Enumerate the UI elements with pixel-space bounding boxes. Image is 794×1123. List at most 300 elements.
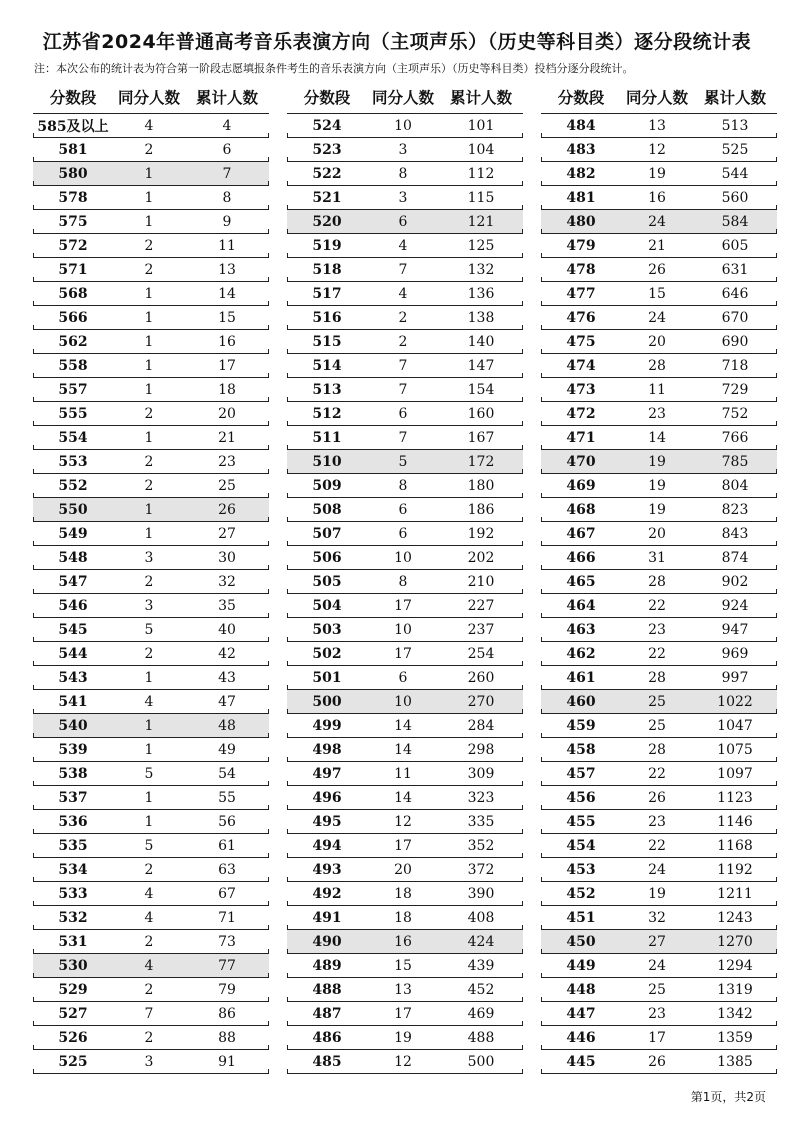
cumulative-cell: 125 xyxy=(467,237,495,254)
same-count-cell: 4 xyxy=(144,117,154,134)
table-row xyxy=(287,402,523,426)
same-count-cell: 7 xyxy=(398,429,408,446)
cumulative-cell: 424 xyxy=(467,933,495,950)
table-rows xyxy=(287,114,523,1074)
same-count-cell: 11 xyxy=(648,381,666,398)
score-cell: 575 xyxy=(58,213,88,230)
same-count-cell: 6 xyxy=(398,669,408,686)
same-count-cell: 7 xyxy=(398,357,408,374)
same-count-cell: 19 xyxy=(394,1029,412,1046)
table-row xyxy=(541,570,777,594)
score-cell: 539 xyxy=(58,741,88,758)
same-count-cell: 10 xyxy=(394,693,412,710)
score-cell: 446 xyxy=(566,1029,596,1046)
same-count-cell: 24 xyxy=(648,213,666,230)
same-count-cell: 2 xyxy=(144,261,154,278)
table-row xyxy=(33,450,269,474)
score-cell: 479 xyxy=(566,237,596,254)
score-cell: 512 xyxy=(312,405,342,422)
same-count-cell: 23 xyxy=(648,405,666,422)
same-count-cell: 1 xyxy=(144,189,154,206)
same-count-cell: 6 xyxy=(398,525,408,542)
same-count-cell: 24 xyxy=(648,861,666,878)
same-count-cell: 28 xyxy=(648,669,666,686)
same-count-cell: 20 xyxy=(648,333,666,350)
cumulative-cell: 785 xyxy=(721,453,749,470)
score-cell: 534 xyxy=(58,861,88,878)
score-cell: 449 xyxy=(566,957,596,974)
same-count-cell: 17 xyxy=(394,837,412,854)
same-count-cell: 1 xyxy=(144,717,154,734)
page-title: 江苏省2024年普通高考音乐表演方向（主项声乐）（历史等科目类）逐分段统计表 xyxy=(42,31,752,53)
table-row xyxy=(287,570,523,594)
cumulative-cell: 40 xyxy=(218,621,236,638)
cumulative-cell: 86 xyxy=(218,1005,236,1022)
cumulative-cell: 439 xyxy=(467,957,495,974)
same-count-cell: 13 xyxy=(394,981,412,998)
table-row xyxy=(33,546,269,570)
cumulative-cell: 408 xyxy=(467,909,495,926)
cumulative-cell: 1192 xyxy=(717,861,753,878)
cumulative-cell: 1146 xyxy=(717,813,753,830)
table-row xyxy=(541,978,777,1002)
cumulative-cell: 804 xyxy=(721,477,749,494)
table-row xyxy=(33,906,269,930)
cumulative-cell: 298 xyxy=(467,741,495,758)
cumulative-cell: 172 xyxy=(467,453,495,470)
cumulative-cell: 48 xyxy=(218,717,236,734)
same-count-cell: 15 xyxy=(394,957,412,974)
table-row xyxy=(287,258,523,282)
table-row xyxy=(33,570,269,594)
table-row xyxy=(541,1002,777,1026)
same-count-cell: 31 xyxy=(648,549,666,566)
cumulative-cell: 1359 xyxy=(717,1029,753,1046)
same-count-cell: 3 xyxy=(398,189,408,206)
table-row xyxy=(33,522,269,546)
score-cell: 476 xyxy=(566,309,596,326)
cumulative-cell: 1022 xyxy=(717,693,753,710)
cumulative-cell: 77 xyxy=(218,957,236,974)
score-cell: 531 xyxy=(58,933,88,950)
same-count-cell: 22 xyxy=(648,597,666,614)
score-cell: 517 xyxy=(312,285,342,302)
header-score: 分数段 xyxy=(557,88,605,107)
table-row xyxy=(287,762,523,786)
score-cell: 492 xyxy=(312,885,342,902)
table-row xyxy=(287,714,523,738)
same-count-cell: 13 xyxy=(648,117,666,134)
score-cell: 453 xyxy=(566,861,596,878)
same-count-cell: 6 xyxy=(398,213,408,230)
score-cell: 529 xyxy=(58,981,88,998)
cumulative-cell: 823 xyxy=(721,501,749,518)
score-cell: 549 xyxy=(58,525,88,542)
cumulative-cell: 902 xyxy=(721,573,749,590)
cumulative-cell: 147 xyxy=(467,357,495,374)
same-count-cell: 3 xyxy=(144,597,154,614)
same-count-cell: 1 xyxy=(144,333,154,350)
same-count-cell: 5 xyxy=(144,837,154,854)
cumulative-cell: 15 xyxy=(218,309,236,326)
score-cell: 521 xyxy=(312,189,342,206)
table-row xyxy=(287,162,523,186)
score-cell: 465 xyxy=(566,573,596,590)
table-row xyxy=(287,642,523,666)
table-note: 注：本次公布的统计表为符合第一阶段志愿填报条件考生的音乐表演方向（主项声乐）（历史等科目类）投档分逐分段统计。 xyxy=(34,62,634,75)
same-count-cell: 32 xyxy=(648,909,666,926)
score-cell: 538 xyxy=(58,765,88,782)
score-cell: 566 xyxy=(58,309,88,326)
cumulative-cell: 452 xyxy=(467,981,495,998)
score-table-column-3 xyxy=(541,80,777,1074)
score-cell: 445 xyxy=(566,1053,596,1070)
cumulative-cell: 154 xyxy=(467,381,495,398)
table-row xyxy=(33,354,269,378)
cumulative-cell: 254 xyxy=(467,645,495,662)
table-row xyxy=(541,762,777,786)
cumulative-cell: 138 xyxy=(467,309,495,326)
cumulative-cell: 1294 xyxy=(717,957,753,974)
cumulative-cell: 167 xyxy=(467,429,495,446)
score-cell: 497 xyxy=(312,765,342,782)
score-cell: 499 xyxy=(312,717,342,734)
score-cell: 535 xyxy=(58,837,88,854)
table-row xyxy=(287,282,523,306)
score-cell: 467 xyxy=(566,525,596,542)
score-cell: 490 xyxy=(312,933,342,950)
score-cell: 509 xyxy=(312,477,342,494)
same-count-cell: 1 xyxy=(144,669,154,686)
cumulative-cell: 843 xyxy=(721,525,749,542)
table-row xyxy=(33,618,269,642)
same-count-cell: 22 xyxy=(648,837,666,854)
cumulative-cell: 1097 xyxy=(717,765,753,782)
cumulative-cell: 766 xyxy=(721,429,749,446)
cumulative-cell: 997 xyxy=(721,669,749,686)
table-row xyxy=(541,786,777,810)
cumulative-cell: 26 xyxy=(218,501,236,518)
cumulative-cell: 1047 xyxy=(717,717,753,734)
same-count-cell: 4 xyxy=(398,237,408,254)
score-cell: 500 xyxy=(312,693,342,710)
same-count-cell: 17 xyxy=(648,1029,666,1046)
score-cell: 468 xyxy=(566,501,596,518)
table-row xyxy=(287,474,523,498)
same-count-cell: 4 xyxy=(144,885,154,902)
cumulative-cell: 121 xyxy=(467,213,495,230)
score-cell: 480 xyxy=(566,213,596,230)
same-count-cell: 1 xyxy=(144,741,154,758)
score-cell: 482 xyxy=(566,165,596,182)
table-row xyxy=(33,1002,269,1026)
cumulative-cell: 35 xyxy=(218,597,236,614)
same-count-cell: 2 xyxy=(144,981,154,998)
score-cell: 504 xyxy=(312,597,342,614)
same-count-cell: 26 xyxy=(648,261,666,278)
table-row xyxy=(287,786,523,810)
same-count-cell: 1 xyxy=(144,165,154,182)
same-count-cell: 6 xyxy=(398,405,408,422)
same-count-cell: 18 xyxy=(394,885,412,902)
score-cell: 515 xyxy=(312,333,342,350)
table-row xyxy=(33,882,269,906)
table-row xyxy=(541,234,777,258)
table-row xyxy=(33,210,269,234)
table-row xyxy=(541,642,777,666)
cumulative-cell: 17 xyxy=(218,357,236,374)
same-count-cell: 21 xyxy=(648,237,666,254)
same-count-cell: 1 xyxy=(144,525,154,542)
same-count-cell: 2 xyxy=(398,309,408,326)
table-row xyxy=(287,234,523,258)
same-count-cell: 2 xyxy=(144,573,154,590)
score-cell: 448 xyxy=(566,981,596,998)
score-cell: 463 xyxy=(566,621,596,638)
table-row xyxy=(33,858,269,882)
cumulative-cell: 4 xyxy=(222,117,232,134)
table-row xyxy=(541,690,777,714)
score-cell: 472 xyxy=(566,405,596,422)
same-count-cell: 26 xyxy=(648,1053,666,1070)
score-cell: 571 xyxy=(58,261,88,278)
score-cell: 547 xyxy=(58,573,88,590)
score-cell: 505 xyxy=(312,573,342,590)
cumulative-cell: 718 xyxy=(721,357,749,374)
cumulative-cell: 1168 xyxy=(717,837,753,854)
table-row xyxy=(287,906,523,930)
cumulative-cell: 1385 xyxy=(717,1053,753,1070)
score-cell: 458 xyxy=(566,741,596,758)
cumulative-cell: 690 xyxy=(721,333,749,350)
header-cumulative: 累计人数 xyxy=(449,88,512,107)
table-row xyxy=(33,330,269,354)
cumulative-cell: 61 xyxy=(218,837,236,854)
same-count-cell: 11 xyxy=(394,765,412,782)
table-row xyxy=(33,258,269,282)
same-count-cell: 23 xyxy=(648,813,666,830)
score-cell: 524 xyxy=(312,117,342,134)
score-cell: 552 xyxy=(58,477,88,494)
cumulative-cell: 30 xyxy=(218,549,236,566)
same-count-cell: 3 xyxy=(144,1053,154,1070)
score-cell: 572 xyxy=(58,237,88,254)
table-row xyxy=(541,594,777,618)
cumulative-cell: 49 xyxy=(218,741,236,758)
same-count-cell: 1 xyxy=(144,429,154,446)
table-row xyxy=(541,810,777,834)
score-cell: 506 xyxy=(312,549,342,566)
header-score: 分数段 xyxy=(49,88,97,107)
score-cell: 491 xyxy=(312,909,342,926)
cumulative-cell: 79 xyxy=(218,981,236,998)
cumulative-cell: 500 xyxy=(467,1053,495,1070)
table-row xyxy=(33,978,269,1002)
score-cell: 461 xyxy=(566,669,596,686)
same-count-cell: 16 xyxy=(394,933,412,950)
cumulative-cell: 14 xyxy=(218,285,236,302)
cumulative-cell: 21 xyxy=(218,429,236,446)
table-row xyxy=(33,474,269,498)
cumulative-cell: 1270 xyxy=(717,933,753,950)
table-row xyxy=(33,1050,269,1074)
table-row xyxy=(287,954,523,978)
table-row xyxy=(541,882,777,906)
same-count-cell: 6 xyxy=(398,501,408,518)
same-count-cell: 8 xyxy=(398,573,408,590)
table-row xyxy=(541,714,777,738)
table-row xyxy=(33,114,269,138)
cumulative-cell: 91 xyxy=(218,1053,236,1070)
score-cell: 533 xyxy=(58,885,88,902)
same-count-cell: 12 xyxy=(394,1053,412,1070)
table-row xyxy=(287,1002,523,1026)
score-cell: 475 xyxy=(566,333,596,350)
score-cell: 554 xyxy=(58,429,88,446)
cumulative-cell: 47 xyxy=(218,693,236,710)
same-count-cell: 2 xyxy=(144,405,154,422)
cumulative-cell: 1319 xyxy=(717,981,753,998)
score-cell: 550 xyxy=(58,501,88,518)
cumulative-cell: 67 xyxy=(218,885,236,902)
cumulative-cell: 8 xyxy=(222,189,232,206)
same-count-cell: 1 xyxy=(144,381,154,398)
score-cell: 553 xyxy=(58,453,88,470)
score-cell: 518 xyxy=(312,261,342,278)
table-row xyxy=(287,450,523,474)
table-row xyxy=(33,1026,269,1050)
same-count-cell: 1 xyxy=(144,501,154,518)
table-row xyxy=(541,1026,777,1050)
score-cell: 536 xyxy=(58,813,88,830)
table-row xyxy=(33,594,269,618)
cumulative-cell: 372 xyxy=(467,861,495,878)
table-row xyxy=(541,258,777,282)
table-row xyxy=(287,738,523,762)
cumulative-cell: 631 xyxy=(721,261,749,278)
score-cell: 568 xyxy=(58,285,88,302)
same-count-cell: 5 xyxy=(144,765,154,782)
same-count-cell: 2 xyxy=(144,141,154,158)
same-count-cell: 14 xyxy=(648,429,666,446)
cumulative-cell: 488 xyxy=(467,1029,495,1046)
table-row xyxy=(541,426,777,450)
same-count-cell: 12 xyxy=(648,141,666,158)
cumulative-cell: 947 xyxy=(721,621,749,638)
score-cell: 488 xyxy=(312,981,342,998)
cumulative-cell: 874 xyxy=(721,549,749,566)
same-count-cell: 5 xyxy=(398,453,408,470)
cumulative-cell: 1243 xyxy=(717,909,753,926)
table-row xyxy=(541,1050,777,1074)
score-cell: 507 xyxy=(312,525,342,542)
header-same-count: 同分人数 xyxy=(625,88,688,107)
cumulative-cell: 54 xyxy=(218,765,236,782)
same-count-cell: 7 xyxy=(398,381,408,398)
table-row xyxy=(287,522,523,546)
table-row xyxy=(33,930,269,954)
same-count-cell: 28 xyxy=(648,741,666,758)
score-cell: 457 xyxy=(566,765,596,782)
cumulative-cell: 55 xyxy=(218,789,236,806)
score-cell: 471 xyxy=(566,429,596,446)
cumulative-cell: 104 xyxy=(467,141,495,158)
table-row xyxy=(33,690,269,714)
cumulative-cell: 73 xyxy=(218,933,236,950)
same-count-cell: 8 xyxy=(398,165,408,182)
cumulative-cell: 969 xyxy=(721,645,749,662)
cumulative-cell: 101 xyxy=(467,117,495,134)
same-count-cell: 1 xyxy=(144,213,154,230)
cumulative-cell: 513 xyxy=(721,117,749,134)
cumulative-cell: 1342 xyxy=(717,1005,753,1022)
score-cell: 537 xyxy=(58,789,88,806)
cumulative-cell: 1123 xyxy=(717,789,753,806)
same-count-cell: 4 xyxy=(144,957,154,974)
table-rows xyxy=(33,114,269,1074)
cumulative-cell: 136 xyxy=(467,285,495,302)
same-count-cell: 1 xyxy=(144,309,154,326)
table-row xyxy=(541,186,777,210)
cumulative-cell: 160 xyxy=(467,405,495,422)
same-count-cell: 20 xyxy=(648,525,666,542)
table-row xyxy=(33,378,269,402)
table-row xyxy=(287,1026,523,1050)
table-row xyxy=(33,834,269,858)
table-row xyxy=(541,378,777,402)
table-header xyxy=(287,80,523,114)
cumulative-cell: 20 xyxy=(218,405,236,422)
table-row xyxy=(541,954,777,978)
same-count-cell: 5 xyxy=(144,621,154,638)
table-header xyxy=(541,80,777,114)
cumulative-cell: 210 xyxy=(467,573,495,590)
cumulative-cell: 16 xyxy=(218,333,236,350)
score-cell: 526 xyxy=(58,1029,88,1046)
table-row xyxy=(287,618,523,642)
table-rows xyxy=(541,114,777,1074)
cumulative-cell: 1211 xyxy=(717,885,753,902)
cumulative-cell: 140 xyxy=(467,333,495,350)
table-row xyxy=(541,306,777,330)
table-row xyxy=(33,666,269,690)
same-count-cell: 24 xyxy=(648,957,666,974)
cumulative-cell: 227 xyxy=(467,597,495,614)
same-count-cell: 14 xyxy=(394,789,412,806)
cumulative-cell: 646 xyxy=(721,285,749,302)
score-cell: 455 xyxy=(566,813,596,830)
same-count-cell: 24 xyxy=(648,309,666,326)
score-cell: 456 xyxy=(566,789,596,806)
same-count-cell: 3 xyxy=(398,141,408,158)
score-cell: 478 xyxy=(566,261,596,278)
score-table-column-2 xyxy=(287,80,523,1074)
same-count-cell: 2 xyxy=(144,933,154,950)
score-cell: 558 xyxy=(58,357,88,374)
score-cell: 464 xyxy=(566,597,596,614)
cumulative-cell: 13 xyxy=(218,261,236,278)
table-row xyxy=(287,426,523,450)
cumulative-cell: 11 xyxy=(218,237,236,254)
score-cell: 522 xyxy=(312,165,342,182)
same-count-cell: 25 xyxy=(648,717,666,734)
score-cell: 541 xyxy=(58,693,88,710)
same-count-cell: 16 xyxy=(648,189,666,206)
cumulative-cell: 115 xyxy=(467,189,495,206)
same-count-cell: 17 xyxy=(394,645,412,662)
cumulative-cell: 237 xyxy=(467,621,495,638)
same-count-cell: 19 xyxy=(648,453,666,470)
